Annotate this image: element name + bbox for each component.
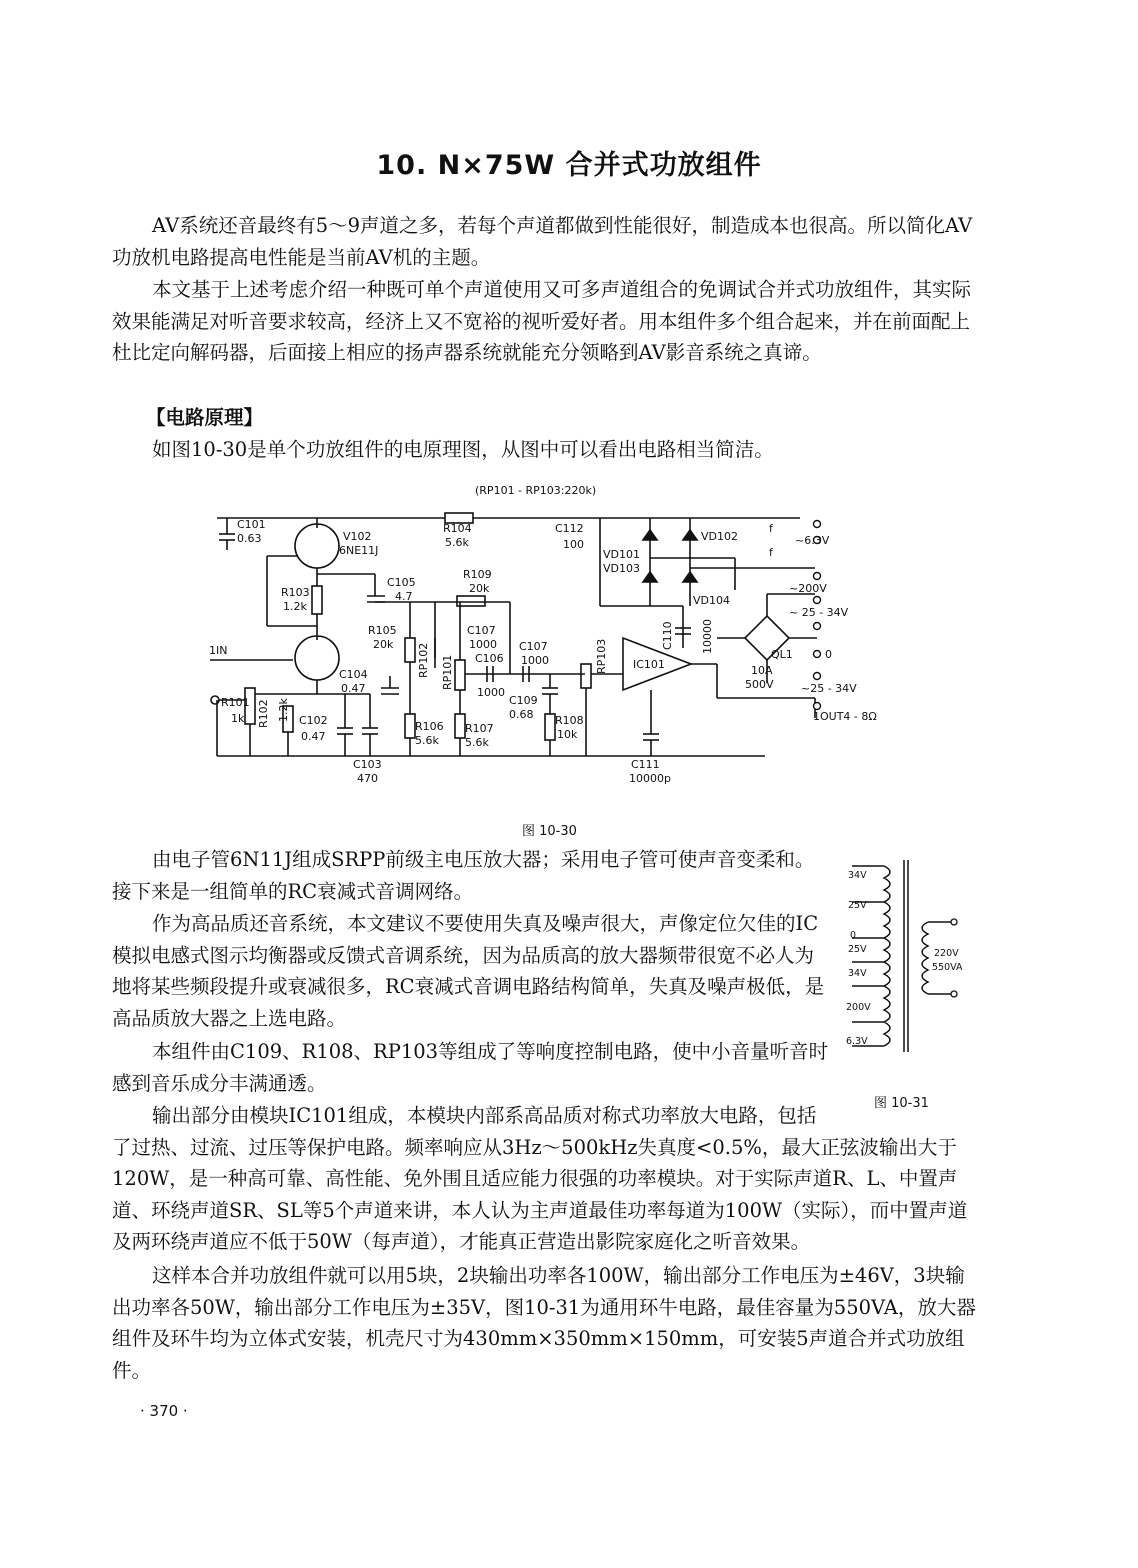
section-heading: 【电路原理】	[146, 406, 264, 429]
label-vd101: VD101	[603, 548, 640, 561]
label-vd102: VD102	[701, 530, 738, 543]
label-c110: C110	[661, 621, 674, 650]
paragraph-preamp: 由电子管6N11J组成SRPP前级主电压放大器；采用电子管可使声音变柔和。接下来是一组简单的RC衰减式音调网络。	[112, 848, 815, 903]
label-c106: C106	[475, 652, 504, 665]
label-c111-value: 10000p	[629, 772, 671, 785]
label-ql1-voltage: 500V	[745, 678, 774, 691]
tap-label-6v3: 6.3V	[846, 1036, 868, 1047]
tap-label-0: 0	[850, 930, 857, 941]
label-c105: C105	[387, 576, 416, 589]
tap-label-34v-bottom: 34V	[848, 968, 867, 979]
label-r107: R107	[465, 722, 494, 735]
circuit-schematic	[205, 478, 905, 798]
paragraph-tone-network: 作为高品质还音系统，本文建议不要使用失真及噪声很大，声像定位欠佳的IC模拟电感式图示均衡器或反馈式音调系统，因为品质高的放大器频带很宽不必人为地将某些频段提升或衰减很多，RC衰减式音调电路结构简单，失真及噪声极低，是高品质放大器之上选电路。	[112, 912, 825, 1030]
label-c107b: C107	[519, 640, 548, 653]
paragraph-loudness: 本组件由C109、R108、RP103等组成了等响度控制电路，使中小音量听音时感到音乐成分丰满通透。	[112, 1040, 829, 1095]
label-vd104: VD104	[693, 594, 730, 607]
transformer-diagram	[842, 852, 972, 1062]
label-rp101: RP101	[441, 654, 454, 690]
label-r102: R102	[257, 699, 270, 728]
label-c101: C101	[237, 518, 266, 531]
label-r104: R104	[443, 522, 472, 535]
primary-voltage: 220V	[934, 948, 959, 959]
label-r103: R103	[281, 586, 310, 599]
label-c102-value: 0.47	[301, 730, 326, 743]
label-c110-value: 10000	[701, 619, 714, 654]
label-ac-25-34v-bottom: ~25 - 34V	[801, 682, 857, 695]
transformer-power: 550VA	[932, 962, 963, 973]
label-c104: C104	[339, 668, 368, 681]
label-v102-type: 6NE11J	[339, 544, 379, 557]
label-c109-value: 0.68	[509, 708, 534, 721]
tap-label-200v: 200V	[846, 1002, 871, 1013]
label-v102: V102	[343, 530, 372, 543]
label-vd103: VD103	[603, 562, 640, 575]
label-c102: C102	[299, 714, 328, 727]
label-ac-6v3: ~6.3V	[795, 534, 830, 547]
label-c107a: C107	[467, 624, 496, 637]
label-c107a-value: 1000	[469, 638, 497, 651]
label-ac-25-34v-top: ~ 25 - 34V	[789, 606, 849, 619]
label-r106: R106	[415, 720, 444, 733]
label-rp103: RP103	[595, 638, 608, 674]
figure-float-spacer	[834, 1100, 984, 1130]
label-ic101: IC101	[633, 658, 665, 671]
label-c103: C103	[353, 758, 382, 771]
paragraph-scope: 本文基于上述考虑介绍一种既可单个声道使用又可多声道组合的免调试合并式功放组件，其实际效果能满足对听音要求较高，经济上又不宽裕的视听爱好者。用本组件多个组合起来，并在前面配上杜比定向解码器，后面接上相应的扬声器系统就能充分领略到AV影音系统之真谛。	[112, 278, 972, 364]
label-c104-value: 0.47	[341, 682, 366, 695]
page-title: 10. N×75W 合并式功放组件	[376, 150, 762, 181]
label-r101-value: 1k	[231, 712, 245, 725]
label-r103-value: 1.2k	[283, 600, 307, 613]
label-r105: R105	[368, 624, 397, 637]
label-r108: R108	[555, 714, 584, 727]
label-ac-200v: ~200V	[789, 582, 827, 595]
label-f1: f	[769, 522, 773, 535]
tap-label-25v-bottom: 25V	[848, 944, 867, 955]
figure-caption-10-30: 图 10-30	[522, 824, 577, 839]
page-number: · 370 ·	[140, 1402, 188, 1420]
label-c112: C112	[555, 522, 584, 535]
label-c106-value: 1000	[477, 686, 505, 699]
label-r106-value: 5.6k	[415, 734, 439, 747]
label-r101: R101	[221, 696, 250, 709]
label-zero: 0	[825, 648, 832, 661]
label-ql1-current: 10A	[751, 664, 773, 677]
figure-caption-10-31: 图 10-31	[874, 1096, 929, 1111]
label-r108-value: 10k	[557, 728, 578, 741]
label-c103-value: 470	[357, 772, 378, 785]
label-ql1: QL1	[771, 648, 793, 661]
label-r109: R109	[463, 568, 492, 581]
paragraph-configuration: 这样本合并功放组件就可以用5块，2块输出功率各100W，输出部分工作电压为±46V，3块输出功率各50W，输出部分工作电压为±35V，图10-31为通用环牛电路，最佳容量为550VA，放大器组件及环牛均为立体式安装，机壳尺寸为430mm×350mm×150mm，可安装5声道合并式功放组件。	[112, 1264, 976, 1382]
tap-label-25v-top: 25V	[848, 900, 867, 911]
paragraph-figure-ref: 如图10-30是单个功放组件的电原理图，从图中可以看出电路相当简洁。	[152, 438, 774, 461]
label-c111: C111	[631, 758, 660, 771]
label-r107-value: 5.6k	[465, 736, 489, 749]
label-c107b-value: 1000	[521, 654, 549, 667]
tap-label-34v-top: 34V	[848, 870, 867, 881]
paragraph-intro: AV系统还音最终有5～9声道之多，若每个声道都做到性能很好，制造成本也很高。所以简化AV功放机电路提高电性能是当前AV机的主题。	[112, 214, 973, 269]
label-input: 1IN	[209, 644, 228, 657]
label-r109-value: 20k	[469, 582, 490, 595]
label-r102-value: 1.2k	[277, 698, 290, 722]
label-r105-value: 20k	[373, 638, 394, 651]
label-output: 1OUT4 - 8Ω	[813, 710, 877, 723]
fig1-note: (RP101 - RP103:220k)	[475, 484, 597, 497]
label-c101-value: 0.63	[237, 532, 262, 545]
paragraph-output-module: 输出部分由模块IC101组成，本模块内部系高品质对称式功率放大电路，包括了过热、过流、过压等保护电路。频率响应从3Hz～500kHz失真度<0.5%，最大正弦波输出大于120W，是一种高可靠、高性能、免外围且适应能力很强的功率模块。对于实际声道R、L、中置声道、环绕声道SR、SL等5个声道来讲，本人认为主声道最佳功率每道为100W（实际），而中置声道及两环绕声道应不低于50W（每声道），才能真正营造出影院家庭化之听音效果。	[112, 1100, 984, 1258]
label-f2: f	[769, 546, 773, 559]
label-c112-value: 100	[563, 538, 584, 551]
label-c109: C109	[509, 694, 538, 707]
label-c105-value: 4.7	[395, 590, 413, 603]
label-rp102: RP102	[417, 642, 430, 678]
label-r104-value: 5.6k	[445, 536, 469, 549]
